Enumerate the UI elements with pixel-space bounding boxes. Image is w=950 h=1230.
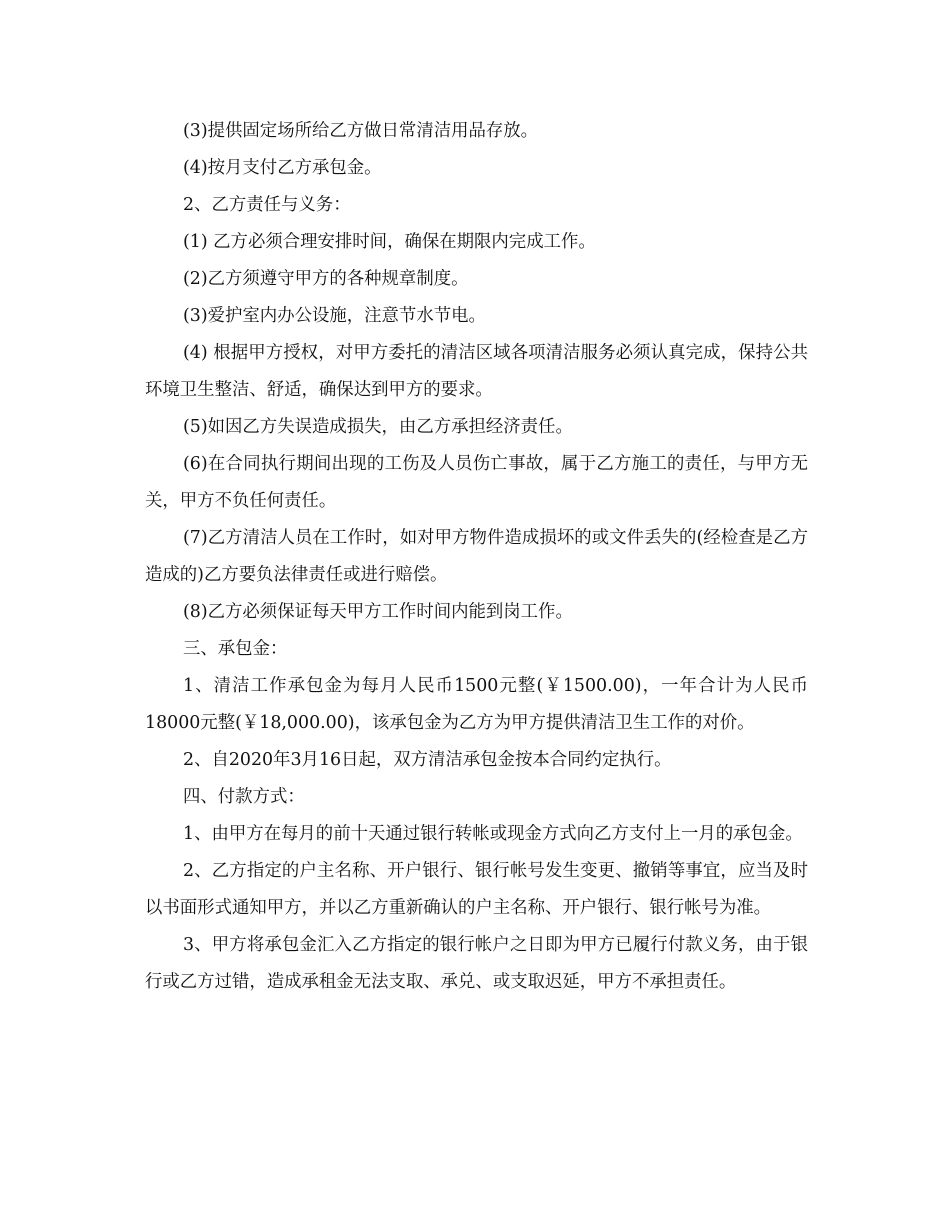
duty-3-facilities: (3)爱护室内办公设施，注意节水节电。 — [183, 306, 486, 326]
duty-8-attendance: (8)乙方必须保证每天甲方工作时间内能到岗工作。 — [183, 602, 573, 622]
document-body — [145, 113, 808, 1001]
section-heading-payment-method: 四、付款方式： — [183, 787, 305, 807]
duty-1-schedule: (1) 乙方必须合理安排时间，确保在期限内完成工作。 — [183, 232, 596, 252]
clause-3-storage: (3)提供固定场所给乙方做日常清洁用品存放。 — [183, 121, 539, 141]
clause-4-monthly-payment: (4)按月支付乙方承包金。 — [183, 158, 382, 178]
section-heading-contract-fee: 三、承包金： — [183, 639, 288, 659]
duty-6-injury-liability: (6)在合同执行期间出现的工伤及人员伤亡事故，属于乙方施工的责任，与甲方无关，甲方不负任何责任。 — [145, 454, 808, 511]
payment-1-schedule: 1、由甲方在每月的前十天通过银行转帐或现金方式向乙方支付上一月的承包金。 — [183, 824, 803, 844]
duty-2-rules: (2)乙方须遵守甲方的各种规章制度。 — [183, 269, 469, 289]
payment-2-account-changes: 2、乙方指定的户主名称、开户银行、银行帐号发生变更、撤销等事宜，应当及时以书面形式通知甲方，并以乙方重新确认的户主名称、开户银行、银行帐号为准。 — [145, 861, 808, 918]
fee-2-effective-date: 2、自2020年3月16日起，双方清洁承包金按本合同约定执行。 — [183, 750, 672, 770]
duty-4-cleaning-service: (4) 根据甲方授权，对甲方委托的清洁区域各项清洁服务必须认真完成，保持公共环境卫生整洁、舒适，确保达到甲方的要求。 — [145, 343, 808, 400]
section-heading-party-b-duties: 2、乙方责任与义务： — [183, 195, 351, 215]
payment-3-obligation-fulfilled: 3、甲方将承包金汇入乙方指定的银行帐户之日即为甲方已履行付款义务，由于银行或乙方过错，造成承租金无法支取、承兑、或支取迟延，甲方不承担责任。 — [145, 935, 808, 992]
fee-1-amount: 1、清洁工作承包金为每月人民币1500元整(￥1500.00)，一年合计为人民币18000元整(￥18,000.00)，该承包金为乙方为甲方提供清洁卫生工作的对价。 — [145, 676, 808, 733]
duty-7-damage-compensation: (7)乙方清洁人员在工作时，如对甲方物件造成损坏的或文件丢失的(经检查是乙方造成的)乙方要负法律责任或进行赔偿。 — [145, 528, 808, 585]
duty-5-losses: (5)如因乙方失误造成损失，由乙方承担经济责任。 — [183, 417, 573, 437]
